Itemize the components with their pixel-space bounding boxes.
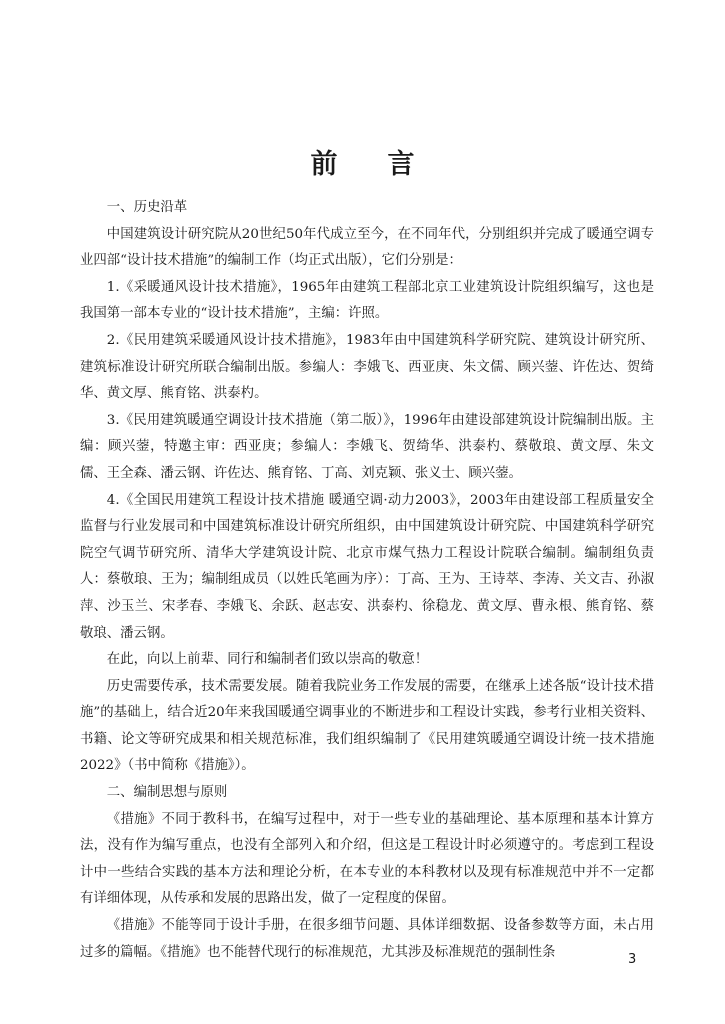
paragraph-item-2: 2.《民用建筑采暖通风设计技术措施》，1983年由中国建筑科学研究院、建筑设计研究所、建筑标准设计研究所联合编制出版。参编人：李娥飞、西亚庚、朱文儒、顾兴蓥、许佐达、贺绮华、黄文厚、熊育铭、洪泰杓。 bbox=[80, 332, 654, 402]
paragraph-not-handbook: 《措施》不能等同于设计手册，在很多细节问题、具体详细数据、设备参数等方面，未占用过多的篇幅。《措施》也不能替代现行的标准规范，尤其涉及标准规范的强制性条 bbox=[80, 918, 654, 960]
page-number: 3 bbox=[628, 952, 637, 967]
document-body bbox=[80, 195, 654, 966]
section-heading-principles: 二、编制思想与原则 bbox=[106, 785, 228, 801]
paragraph-tribute: 在此，向以上前辈、同行和编制者们致以崇高的敬意！ bbox=[106, 652, 429, 668]
section-heading-history: 一、历史沿革 bbox=[106, 200, 188, 215]
paragraph-item-1: 1.《采暖通风设计技术措施》，1965年由建筑工程部北京工业建筑设计院组织编写，这也是我国第一部本专业的“设计技术措施”，主编：许照。 bbox=[80, 279, 654, 322]
paragraph-intro: 中国建筑设计研究院从20世纪50年代成立至今，在不同年代，分别组织并完成了暖通空调专业四部“设计技术措施”的编制工作（均正式出版），它们分别是： bbox=[80, 226, 654, 269]
paragraph-item-4: 4.《全国民用建筑工程设计技术措施 暖通空调·动力2003》，2003年由建设部工程质量安全监督与行业发展司和中国建筑标准设计研究所组织，由中国建筑设计研究院、中国建筑科学研究院空气调节研究所、清华大学建筑设计院、北京市煤气热力工程设计院联合编制。编制组负责人：蔡敬琅、王为；编制组成员（以姓氏笔画为序）：丁高、王为、王诗萃、李涛、关文吉、孙淑萍、沙玉兰、宋孝春、李娥飞、余跃、赵志安、洪泰杓、徐稳龙、黄文厚、曹永根、熊育铭、蔡敬琅、潘云钢。 bbox=[80, 492, 654, 641]
page-title: 前言 bbox=[310, 149, 465, 180]
paragraph-not-textbook: 《措施》不同于教科书，在编写过程中，对于一些专业的基础理论、基本原理和基本计算方法，没有作为编写重点，也没有全部列入和介绍，但这是工程设计时必须遵守的。考虑到工程设计中一些结合实践的基本方法和理论分析，在本专业的本科教材以及现有标准规范中并不一定都有详细体现，从传承和发展的思路出发，做了一定程度的保留。 bbox=[80, 811, 654, 907]
paragraph-inheritance: 历史需要传承，技术需要发展。随着我院业务工作发展的需要，在继承上述各版“设计技术措施”的基础上，结合近20年来我国暖通空调事业的不断进步和工程设计实践，参考行业相关资料、书籍、论文等研究成果和相关规范标准，我们组织编制了《民用建筑暖通空调设计统一技术措施2022》（书中简称《措施》）。 bbox=[80, 678, 654, 774]
paragraph-item-3: 3.《民用建筑暖通空调设计技术措施（第二版）》，1996年由建设部建筑设计院编制出版。主编：顾兴蓥，特邀主审：西亚庚；参编人：李娥飞、贺绮华、洪泰杓、蔡敬琅、黄文厚、朱文儒、王全森、潘云钢、许佐达、熊育铭、丁高、刘克颖、张义士、顾兴蓥。 bbox=[80, 412, 654, 481]
